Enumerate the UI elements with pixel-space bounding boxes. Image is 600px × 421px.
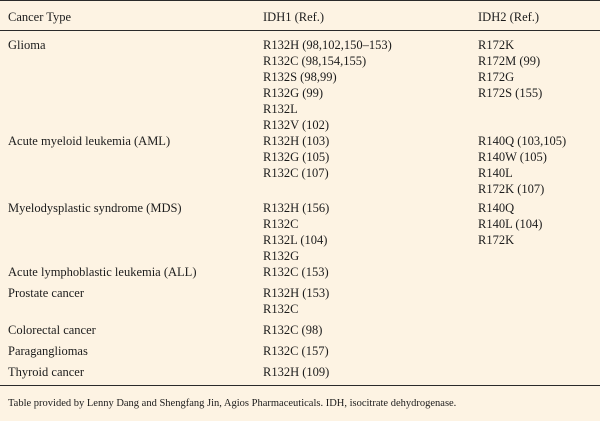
idh1-mutation: R132H (153) <box>263 286 330 300</box>
idh1-cell <box>263 285 329 317</box>
table-footnote: Table provided by Lenny Dang and Shengfang Jin, Agios Pharmaceuticals. IDH, isocitrate dehydrogenase. <box>8 398 457 409</box>
idh1-mutation: R132H (103) <box>263 134 330 148</box>
idh1-mutation: R132G (99) <box>263 86 324 100</box>
idh1-mutation: R132L (104) <box>263 233 328 247</box>
idh1-cell <box>263 200 329 264</box>
idh1-mutation: R132G <box>263 249 300 263</box>
idh2-mutation: R172M (99) <box>478 54 541 68</box>
cancer-type-cell: Acute lymphoblastic leukemia (ALL) <box>8 265 197 279</box>
idh1-cell <box>263 264 329 280</box>
header-cancer-type: Cancer Type <box>8 10 72 24</box>
idh2-cell <box>478 200 542 248</box>
cancer-type-cell: Myelodysplastic syndrome (MDS) <box>8 201 182 215</box>
idh2-mutation: R172K <box>478 233 515 247</box>
table-header-rule <box>0 30 600 31</box>
cancer-type-cell: Prostate cancer <box>8 286 85 300</box>
idh1-mutation: R132S (98,99) <box>263 70 337 84</box>
cancer-type-cell: Paragangliomas <box>8 344 88 358</box>
idh2-mutation: R140W (105) <box>478 150 547 164</box>
idh2-mutation: R140L (104) <box>478 217 543 231</box>
idh1-cell <box>263 37 392 133</box>
idh1-mutation: R132V (102) <box>263 118 330 132</box>
idh2-mutation: R140Q <box>478 201 515 215</box>
table-header-row <box>0 0 600 30</box>
idh2-mutation: R172G <box>478 70 515 84</box>
idh1-mutation: R132C (98) <box>263 323 323 337</box>
cancer-type-cell: Acute myeloid leukemia (AML) <box>8 134 171 148</box>
idh1-mutation: R132C (107) <box>263 166 329 180</box>
idh1-mutation: R132C (98,154,155) <box>263 54 367 68</box>
idh2-mutation: R140L <box>478 166 513 180</box>
idh1-mutation: R132H (109) <box>263 365 330 379</box>
cancer-type-cell: Thyroid cancer <box>8 365 85 379</box>
idh2-cell <box>478 37 542 101</box>
idh1-mutation: R132C (153) <box>263 265 329 279</box>
header-idh1: IDH1 (Ref.) <box>263 10 325 24</box>
idh2-mutation: R172S (155) <box>478 86 543 100</box>
cancer-type-cell: Colorectal cancer <box>8 323 96 337</box>
idh1-mutation: R132H (156) <box>263 201 330 215</box>
idh2-mutation: R172K (107) <box>478 182 545 196</box>
idh1-mutation: R132G (105) <box>263 150 330 164</box>
idh1-mutation: R132H (98,102,150–153) <box>263 38 392 52</box>
idh2-mutation: R140Q (103,105) <box>478 134 567 148</box>
idh1-mutation: R132C (157) <box>263 344 329 358</box>
table-bottom-rule <box>0 385 600 386</box>
idh1-cell <box>263 133 329 181</box>
idh1-mutation: R132C <box>263 302 299 316</box>
idh1-cell <box>263 364 329 380</box>
idh2-cell <box>478 133 566 197</box>
idh1-cell <box>263 343 329 359</box>
cancer-type-cell: Glioma <box>8 38 46 52</box>
header-idh2: IDH2 (Ref.) <box>478 10 540 24</box>
idh1-mutation: R132C <box>263 217 299 231</box>
idh1-mutation: R132L <box>263 102 298 116</box>
idh1-cell <box>263 322 322 338</box>
idh2-mutation: R172K <box>478 38 515 52</box>
